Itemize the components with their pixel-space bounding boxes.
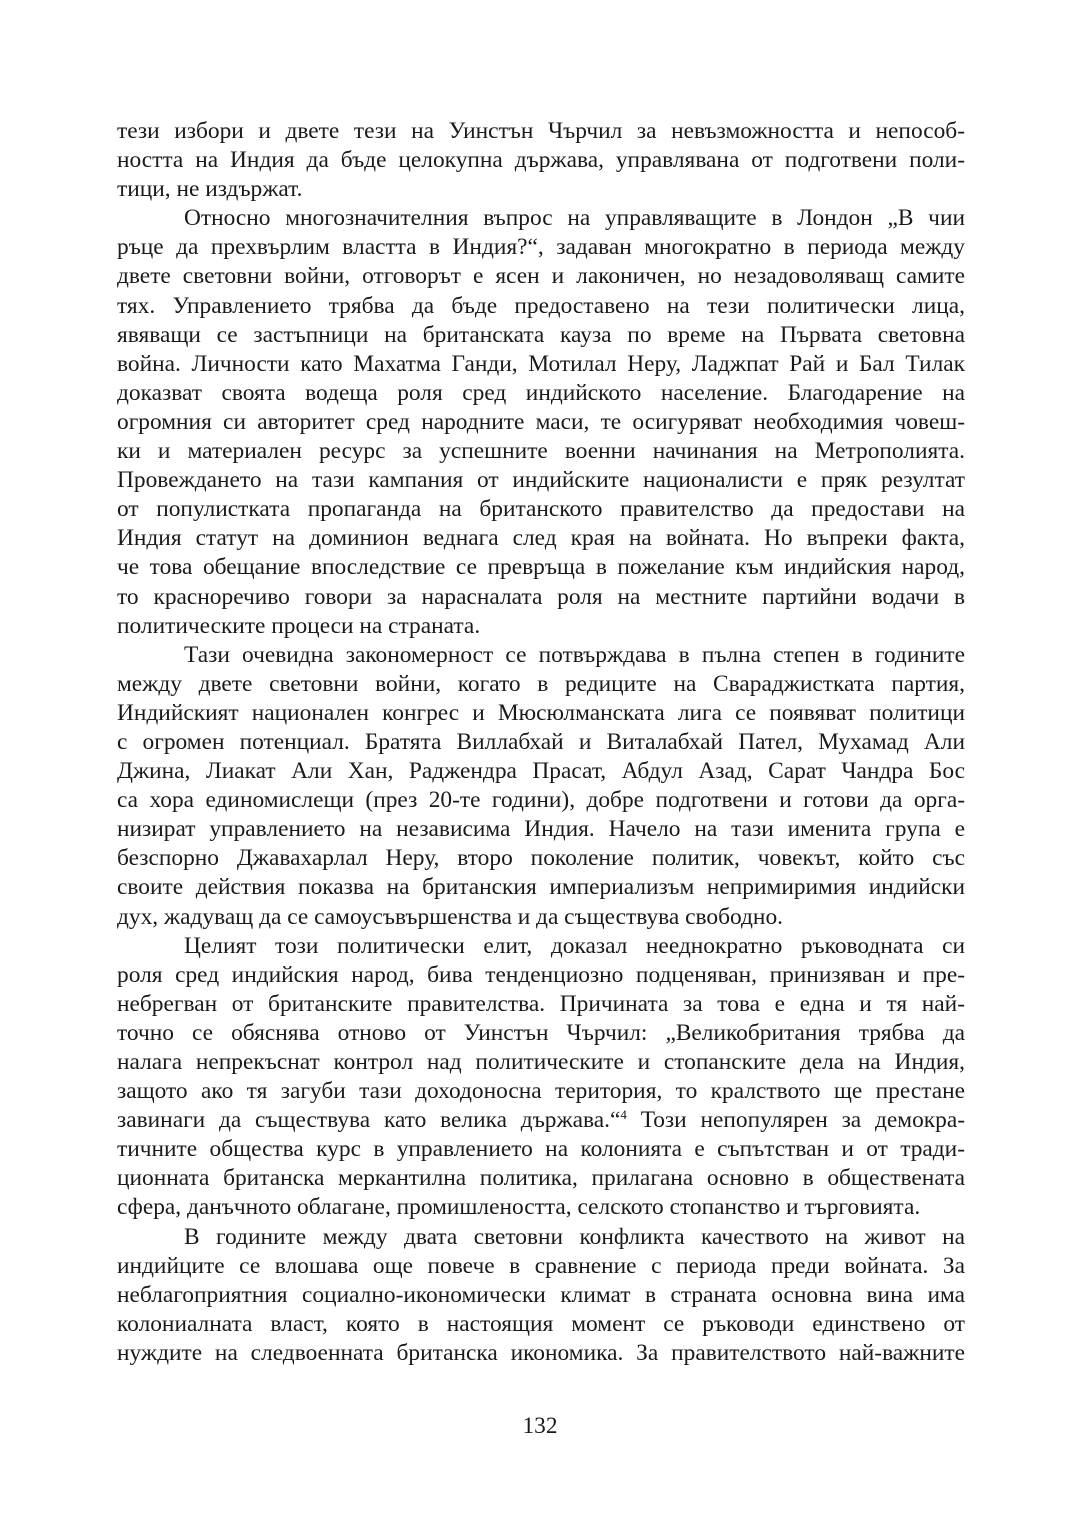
paragraph [117, 932, 965, 1223]
text-line: война. Личности като Махатма Ганди, Мотилал Неру, Ладжпат Рай и Бал Тилак [117, 350, 965, 377]
text-line: своите действия показва на британския империализъм непримиримия индийски [117, 874, 965, 901]
text-line: налага непрекъснат контрол над политическите и стопанските дела на Индия, [117, 1049, 965, 1075]
text-line: явяващи се застъпници на британската кауза по време на Първата световна [117, 321, 965, 348]
text-line: безспорно Джавахарлал Неру, второ поколение политик, човекът, който със [117, 845, 965, 872]
text-line: Джина, Лиакат Али Хан, Раджендра Прасат, Абдул Азад, Сарат Чандра Бос [117, 758, 965, 785]
text-line: Провеждането на тази кампания от индийските националисти е пряк резултат [117, 467, 965, 494]
sentence-start: Този непопулярен за демокра- [640, 1107, 965, 1134]
text-line: двете световни войни, отговорът е ясен и лаконичен, но незадоволяващ самите [117, 263, 965, 290]
text-line: то красноречиво говори за нарасналата роля на местните партийни водачи в [117, 583, 965, 610]
text-line: доказват своята водеща роля сред индийското население. Благодарение на [117, 379, 965, 406]
paragraph [117, 641, 965, 932]
text-line: индийците се влошава още повече в сравнение с периода преди войната. За [117, 1252, 965, 1279]
text-line: ки и материален ресурс за успешните военни начинания на Метрополията. [117, 438, 965, 465]
text-line: Индия статут на доминион веднага след края на войната. Но въпреки факта, [117, 525, 965, 552]
text-line: Индийският национален конгрес и Мюсюлманската лига се появяват политици [117, 699, 965, 726]
text-line: роля сред индийския народ, бива тенденциозно подценяван, принизяван и пре- [117, 961, 965, 988]
paragraph [117, 1223, 965, 1368]
text-line: от популистката пропаганда на британското правителство да предостави на [117, 496, 965, 523]
text-line: ността на Индия да бъде целокупна държава, управлявана от подготвени поли- [117, 147, 965, 174]
footnote-ref[interactable]: 4 [620, 1107, 627, 1123]
paragraph [117, 204, 965, 640]
quote-end: завинаги да съществува като велика държава.“ [117, 1107, 621, 1134]
text-line: В годините между двата световни конфликта качеството на живот на [184, 1223, 965, 1250]
text-line: ръце да прехвърлим властта в Индия?“, задаван многократно в периода между [117, 234, 965, 261]
text-line: нуждите на следвоенната британска икономика. За правителството най-важните [117, 1339, 965, 1366]
text-line: небрегван от британските правителства. Причината за това е една и тя най- [117, 990, 965, 1017]
text-line: са хора единомислещи (през 20-те години), добре подготвени и готови да орга- [117, 787, 965, 814]
page-number: 132 [522, 1413, 558, 1439]
text-line: неблагоприятния социално-икономически климат в страната основна вина има [117, 1281, 965, 1308]
text-line: огромния си авторитет сред народните маси, те осигуряват необходимия човеш- [117, 408, 965, 435]
text-line: защото ако тя загуби тази доходоносна територия, то кралството ще престане [117, 1078, 965, 1105]
paragraph [117, 117, 965, 204]
page-body [117, 117, 965, 1368]
text-line: тичните общества курс в управлението на колонията е съпътстван и от тради- [117, 1136, 965, 1163]
text-line: с огромен потенциал. Братята Виллабхай и Виталабхай Пател, Мухамад Али [117, 728, 965, 755]
text-line: тези избори и двете тези на Уинстън Чърчил за невъзможността и непособ- [117, 118, 965, 144]
text-line: тях. Управлението трябва да бъде предоставено на тези политически лица, [117, 292, 965, 319]
text-line: колониалната власт, която в настоящия момент се ръководи единствено от [117, 1310, 965, 1337]
text-line [117, 1106, 965, 1135]
text-line: сфера, данъчното облагане, промишлеността, селското стопанство и търговията. [117, 1194, 921, 1221]
text-line: ционната британска меркантилна политика, прилагана основно в обществената [117, 1165, 965, 1192]
text-line: Тази очевидна закономерност се потвърждава в пълна степен в годините [184, 641, 965, 668]
text-line: между двете световни войни, когато в редиците на Свараджистката партия, [117, 670, 965, 697]
text-line: тици, не издържат. [117, 176, 303, 203]
text-line: политическите процеси на страната. [117, 612, 481, 639]
text-line: точно се обяснява отново от Уинстън Чърчил: „Великобритания трябва да [117, 1019, 965, 1046]
text-line: низират управлението на независима Индия. Начело на тази именита група е [117, 816, 965, 843]
text-line: Целият този политически елит, доказал нееднократно ръководната си [184, 932, 965, 959]
text-line: дух, жадуващ да се самоусъвършенства и да съществува свободно. [117, 903, 783, 930]
text-line: Относно многозначителния въпрос на управляващите в Лондон „В чии [184, 205, 965, 232]
text-line: че това обещание впоследствие се превръща в пожелание към индийския народ, [117, 554, 965, 581]
